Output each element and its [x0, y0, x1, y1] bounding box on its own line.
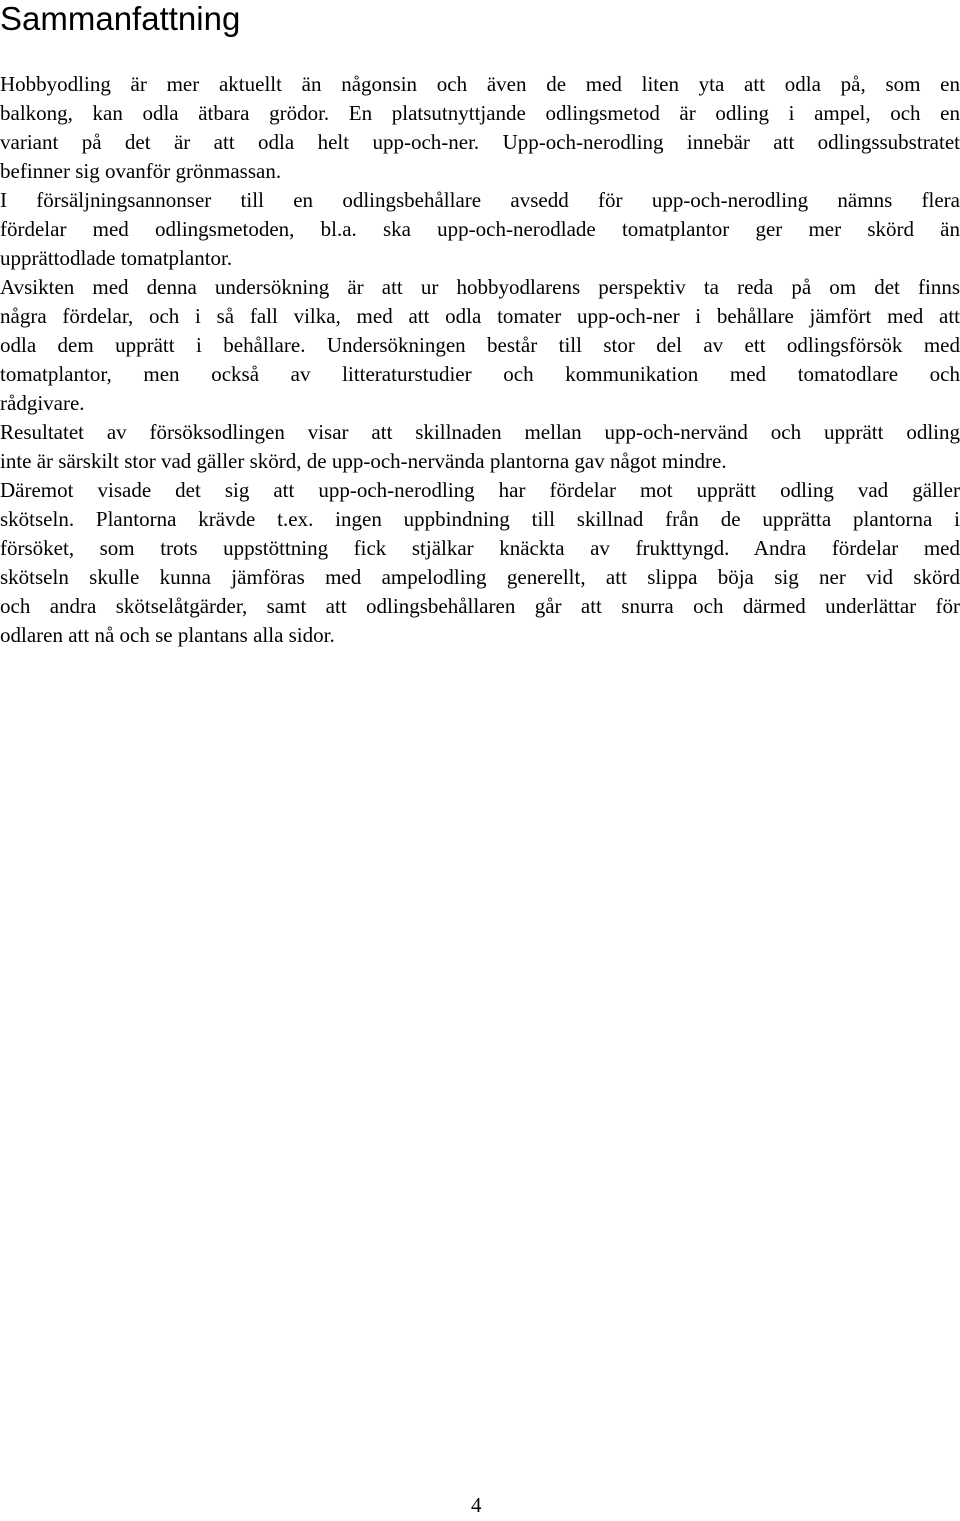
text-line: Resultatet av försöksodlingen visar att skillnaden mellan upp-och-nervänd och upprätt odling	[0, 420, 960, 444]
text-line: skötseln. Plantorna krävde t.ex. ingen uppbindning till skillnad från de upprätta plantorna i	[0, 507, 960, 531]
text-line: balkong, kan odla ätbara grödor. En platsutnyttjande odlingsmetod är odling i ampel, och en	[0, 101, 960, 125]
text-line: I försäljningsannonser till en odlingsbehållare avsedd för upp-och-nerodling nämns flera	[0, 188, 960, 212]
text-line: försöket, som trots uppstöttning fick stjälkar knäckta av frukttyngd. Andra fördelar med	[0, 536, 960, 560]
text-line: fördelar med odlingsmetoden, bl.a. ska upp-och-nerodlade tomatplantor ger mer skörd än	[0, 217, 960, 241]
text-line: inte är särskilt stor vad gäller skörd, de upp-och-nervända plantorna gav något mindre.	[0, 449, 727, 473]
text-line: odla dem upprätt i behållare. Undersökningen består till stor del av ett odlingsförsök med	[0, 333, 960, 357]
text-line: några fördelar, och i så fall vilka, med att odla tomater upp-och-ner i behållare jämfört med att	[0, 304, 960, 328]
text-line: och andra skötselåtgärder, samt att odlingsbehållaren går att snurra och därmed underlättar för	[0, 594, 960, 618]
text-line: rådgivare.	[0, 391, 85, 415]
text-line: upprättodlade tomatplantor.	[0, 246, 233, 270]
text-line: skötseln skulle kunna jämföras med ampelodling generellt, att slippa böja sig ner vid skörd	[0, 565, 960, 589]
summary-body	[0, 70, 960, 650]
text-line: Däremot visade det sig att upp-och-nerodling har fördelar mot upprätt odling vad gäller	[0, 478, 960, 502]
text-line: variant på det är att odla helt upp-och-ner. Upp-och-nerodling innebär att odlingssubstratet	[0, 130, 960, 154]
text-line: Hobbyodling är mer aktuellt än någonsin och även de med liten yta att odla på, som en	[0, 72, 960, 96]
text-line: odlaren att nå och se plantans alla sidor.	[0, 623, 335, 647]
text-line: befinner sig ovanför grönmassan.	[0, 159, 282, 183]
text-line: Avsikten med denna undersökning är att ur hobbyodlarens perspektiv ta reda på om det finns	[0, 275, 960, 299]
page-number: 4	[471, 1493, 482, 1517]
text-line: tomatplantor, men också av litteraturstudier och kommunikation med tomatodlare och	[0, 362, 960, 386]
page-title: Sammanfattning	[0, 0, 241, 37]
